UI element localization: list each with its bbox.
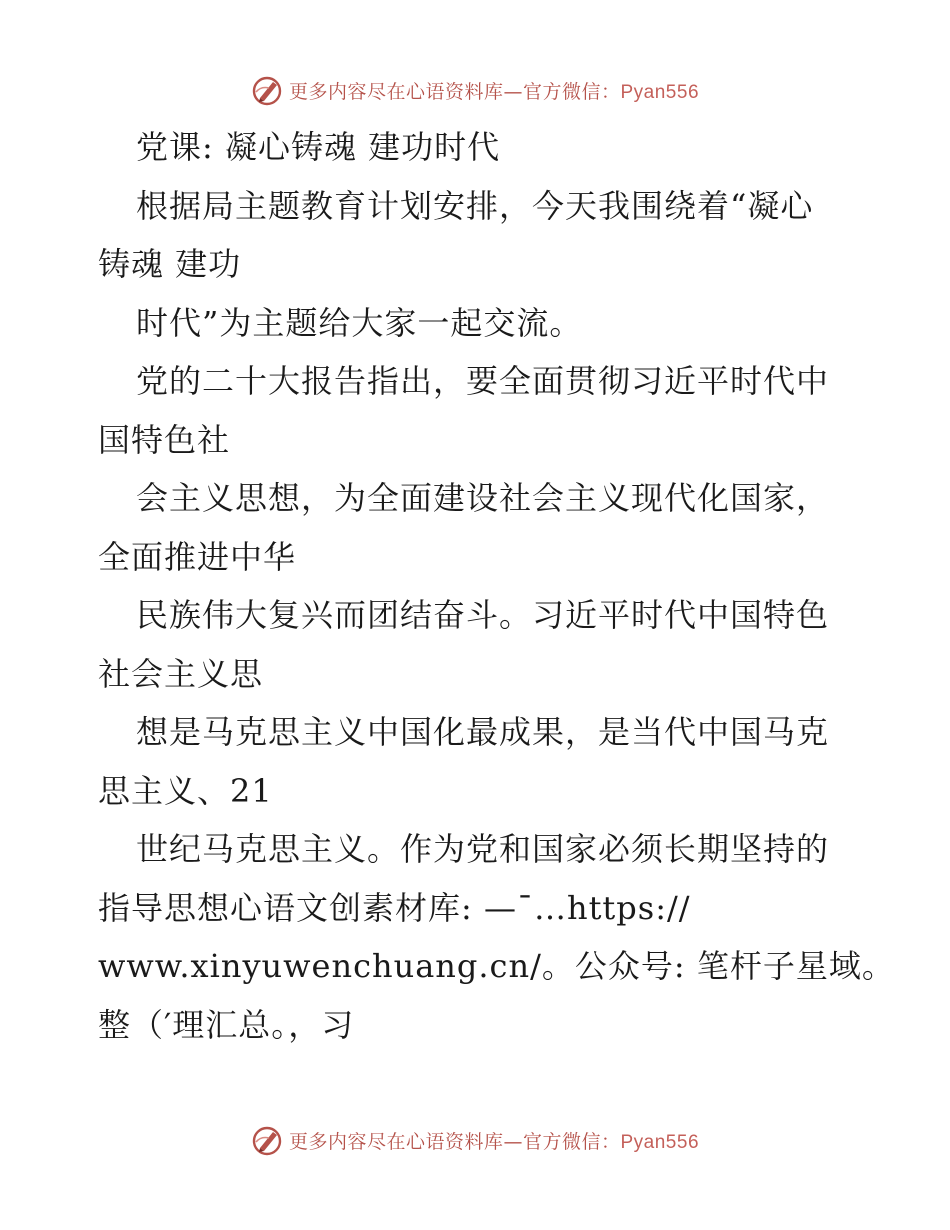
banner-caption (289, 77, 699, 104)
banner-text: 更多内容尽在心语资料库—官方微信： (288, 1130, 621, 1153)
header-banner-inner (251, 74, 699, 106)
doc-line: 世纪马克思主义。作为党和国家必须长期坚持的 (136, 830, 830, 868)
doc-line: www.xinyuwenchuang.cn/。公众号: 笔杆子星域。 (98, 947, 895, 985)
doc-line: 整（′理汇总。，习 (98, 1005, 355, 1044)
doc-line: 思主义、21 (98, 771, 273, 810)
doc-line: 民族伟大复兴而团结奋斗。习近平时代中国特色 (136, 596, 830, 634)
footer-banner-inner (251, 1124, 699, 1156)
pen-logo-icon (251, 1124, 283, 1156)
doc-line: 国特色社 (98, 420, 231, 459)
document-body (98, 118, 895, 1054)
doc-line: 想是马克思主义中国化最成果，是当代中国马克 (136, 713, 830, 751)
banner-text: 更多内容尽在心语资料库—官方微信： (288, 80, 621, 103)
wechat-id: Pyan556 (620, 81, 700, 103)
doc-line: 全面推进中华 (98, 537, 297, 576)
doc-line: 根据局主题教育计划安排，今天我围绕着“凝心 (136, 186, 814, 225)
pen-logo-icon (251, 74, 283, 106)
doc-line: 铸魂 建功 (98, 245, 242, 283)
doc-line: 党的二十大报告指出，要全面贯彻习近平时代中 (136, 362, 830, 400)
banner-caption (289, 1127, 699, 1154)
doc-line: 指导思想心语文创素材库: —¯…https:// (98, 888, 691, 927)
wechat-id: Pyan556 (620, 1131, 700, 1153)
doc-line: 党课: 凝心铸魂 建功时代 (136, 128, 501, 166)
doc-line: 社会主义思 (98, 654, 264, 693)
doc-line: 会主义思想，为全面建设社会主义现代化国家， (136, 479, 830, 517)
footer-banner (0, 1120, 950, 1160)
doc-line: 时代”为主题给大家一起交流。 (136, 303, 583, 342)
header-banner (0, 70, 950, 110)
